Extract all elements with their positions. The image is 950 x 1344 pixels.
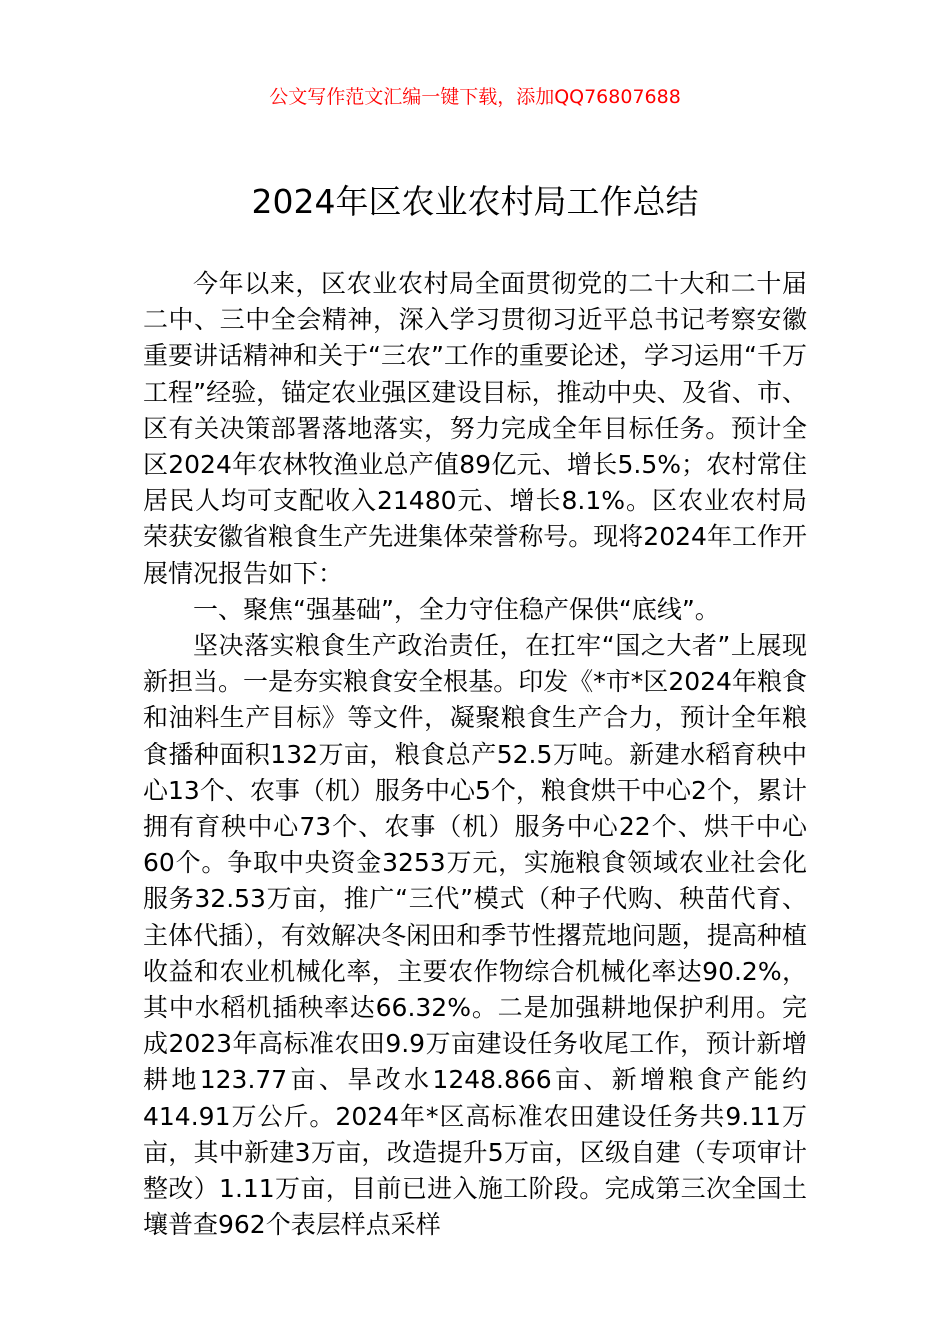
download-banner: 公文写作范文汇编一键下载，添加QQ76807688 xyxy=(269,86,681,108)
intro-paragraph: 今年以来，区农业农村局全面贯彻党的二十大和二十届二中、三中全会精神，深入学习贯彻习近平总书记考察安徽重要讲话精神和关于“三农”工作的重要论述，学习运用“千万工程”经验，锚定农业强区建设目标，推动中央、及省、市、区有关决策部署落地落实，努力完成全年目标任务。预计全区2024年农林牧渔业总产值89亿元、增长5.5%；农村常住居民人均可支配收入21480元、增长8.1%。区农业农村局荣获安徽省粮食生产先进集体荣誉称号。现将2024年工作开展情况报告如下： xyxy=(143,269,807,588)
section-paragraph-1: 坚决落实粮食生产政治责任，在扛牢“国之大者”上展现新担当。一是夯实粮食安全根基。印发《*市*区2024年粮食和油料生产目标》等文件，凝聚粮食生产合力，预计全年粮食播种面积132万亩，粮食总产52.5万吨。新建水稻育秧中心13个、农事（机）服务中心5个，粮食烘干中心2个，累计拥有育秧中心73个、农事（机）服务中心22个、烘干中心60个。争取中央资金3253万元，实施粮食领域农业社会化服务32.53万亩，推广“三代”模式（种子代购、秧苗代育、主体代插），有效解决冬闲田和季节性撂荒地问题，提高种植收益和农业机械化率，主要农作物综合机械化率达90.2%，其中水稻机插秧率达66.32%。二是加强耕地保护利用。完成2023年高标准农田9.9万亩建设任务收尾工作，预计新增耕地123.77亩、旱改水1248.866亩、新增粮食产能约414.91万公斤。2024年*区高标准农田建设任务共9.11万亩，其中新建3万亩，改造提升5万亩，区级自建（专项审计整改）1.11万亩，目前已进入施工阶段。完成第三次全国土壤普查962个表层样点采样 xyxy=(143,631,807,1240)
section-heading-1: 一、聚焦“强基础”，全力守住稳产保供“底线”。 xyxy=(193,594,720,624)
document-body xyxy=(143,266,807,1243)
document-title: 2024年区农业农村局工作总结 xyxy=(251,182,699,221)
